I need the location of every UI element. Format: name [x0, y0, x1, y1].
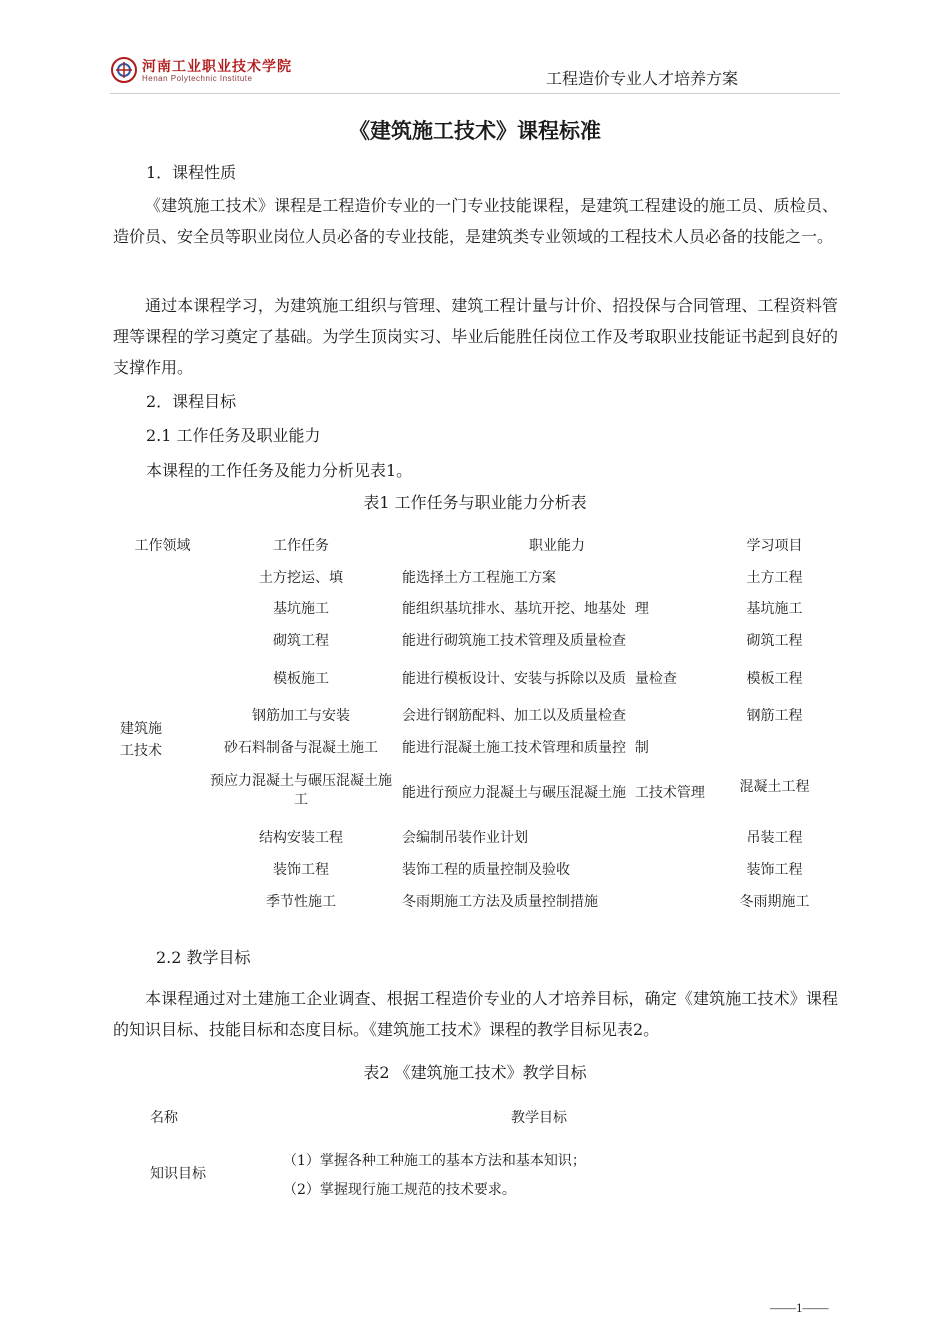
table-2-header-name: 名称 [150, 1110, 178, 1126]
logo-subtext: Henan Polytechnic Institute [142, 74, 253, 83]
table-1-ability-cell: 能进行混凝土施工技术管理和质量控 制 [402, 740, 649, 756]
table-2-objective-item: （2）掌握现行施工规范的技术要求。 [283, 1182, 516, 1198]
table-1-task-cell: 模板施工 [273, 671, 329, 687]
table-1-project-cell: 模板工程 [746, 671, 803, 687]
table-1-project-cell: 砌筑工程 [746, 633, 803, 649]
table-1-ability-cell: 能进行模板设计、安装与拆除以及质 量检查 [402, 671, 677, 687]
table-1-task-cell: 预应力混凝土与碾压混凝土施 工 [210, 773, 392, 808]
table-1-task-cell: 土方挖运、填 [259, 570, 343, 586]
table-2-name-cell: 知识目标 [150, 1166, 206, 1182]
table-1-ability-cell: 能进行砌筑施工技术管理及质量检查 [402, 633, 626, 649]
table-1-header-domain: 工作领域 [134, 538, 191, 554]
table-1-project-cell: 基坑施工 [746, 601, 803, 617]
section-1-paragraph-1: 《建筑施工技术》课程是工程造价专业的一门专业技能课程，是建筑工程建设的施工员、质检员、造价员、安全员等职业岗位人员必备的专业技能，是建筑类专业领域的工程技术人员必备的技能之一。 [113, 196, 838, 246]
section-2-1-intro: 本课程的工作任务及能力分析见表1。 [146, 461, 413, 480]
table-1-ability-cell: 装饰工程的质量控制及验收 [402, 862, 570, 878]
emblem-icon [110, 55, 142, 85]
table-1-project-cell: 钢筋工程 [746, 708, 803, 724]
document-series-title: 工程造价专业人才培养方案 [546, 69, 739, 88]
table-1-ability-cell: 冬雨期施工方法及质量控制措施 [402, 894, 598, 910]
table-1-task-cell: 季节性施工 [266, 894, 336, 910]
table-1-ability-cell: 能组织基坑排水、基坑开挖、地基处 理 [402, 601, 649, 617]
table-2-objective-item: （1）掌握各种工种施工的基本方法和基本知识； [283, 1153, 586, 1169]
table-1-project-cell: 土方工程 [746, 570, 803, 586]
table-1-task-cell: 结构安装工程 [259, 830, 343, 846]
section-2-heading: 2．课程目标 [146, 392, 237, 411]
table-1-ability-cell: 会进行钢筋配料、加工以及质量检查 [402, 708, 626, 724]
header-divider [110, 93, 840, 94]
table-2-caption: 表2 《建筑施工技术》教学目标 [363, 1063, 587, 1082]
table-1-task-cell: 装饰工程 [273, 862, 329, 878]
table-1-header-ability: 职业能力 [529, 538, 585, 554]
table-1-project-cell: 混凝土工程 [739, 779, 810, 795]
section-2-1-heading: 2.1 工作任务及职业能力 [146, 426, 321, 445]
table-1-task-cell: 砂石料制备与混凝土施工 [224, 740, 378, 756]
table-2-header-objective: 教学目标 [511, 1110, 567, 1126]
table-1-header-project: 学习项目 [746, 538, 803, 554]
table-1-project-cell: 冬雨期施工 [739, 894, 810, 910]
section-1-heading: 1．课程性质 [146, 163, 237, 182]
section-2-2-paragraph: 本课程通过对土建施工企业调查、根据工程造价专业的人才培养目标，确定《建筑施工技术》课程的知识目标、技能目标和态度目标。《建筑施工技术》课程的教学目标见表2。 [113, 989, 838, 1039]
table-1-task-cell: 基坑施工 [273, 601, 329, 617]
table-1-ability-cell: 能选择土方工程施工方案 [402, 570, 556, 586]
table-1-task-cell: 砌筑工程 [273, 633, 329, 649]
section-1-paragraph-2: 通过本课程学习，为建筑施工组织与管理、建筑工程计量与计价、招投保与合同管理、工程资料管理等课程的学习奠定了基础。为学生顶岗实习、毕业后能胜任岗位工作及考取职业技能证书起到良好的支撑作用。 [113, 296, 838, 377]
section-2-2-heading: 2.2 教学目标 [156, 948, 251, 967]
page-number: ——1—— [770, 1300, 829, 1315]
table-1-task-cell: 钢筋加工与安装 [252, 708, 350, 724]
page-title: 《建筑施工技术》课程标准 [349, 119, 601, 143]
table-1-project-cell: 吊装工程 [746, 830, 803, 846]
table-1-caption: 表1 工作任务与职业能力分析表 [363, 493, 587, 512]
table-1-header-task: 工作任务 [273, 538, 329, 554]
table-1-ability-cell: 会编制吊装作业计划 [402, 830, 528, 846]
table-1-project-cell: 装饰工程 [746, 862, 803, 878]
table-1-ability-cell: 能进行预应力混凝土与碾压混凝土施 工技术管理 [402, 785, 705, 801]
table-1-domain-cell: 建筑施 工技术 [120, 721, 162, 759]
logo-text: 河南工业职业技术学院 [142, 59, 292, 75]
